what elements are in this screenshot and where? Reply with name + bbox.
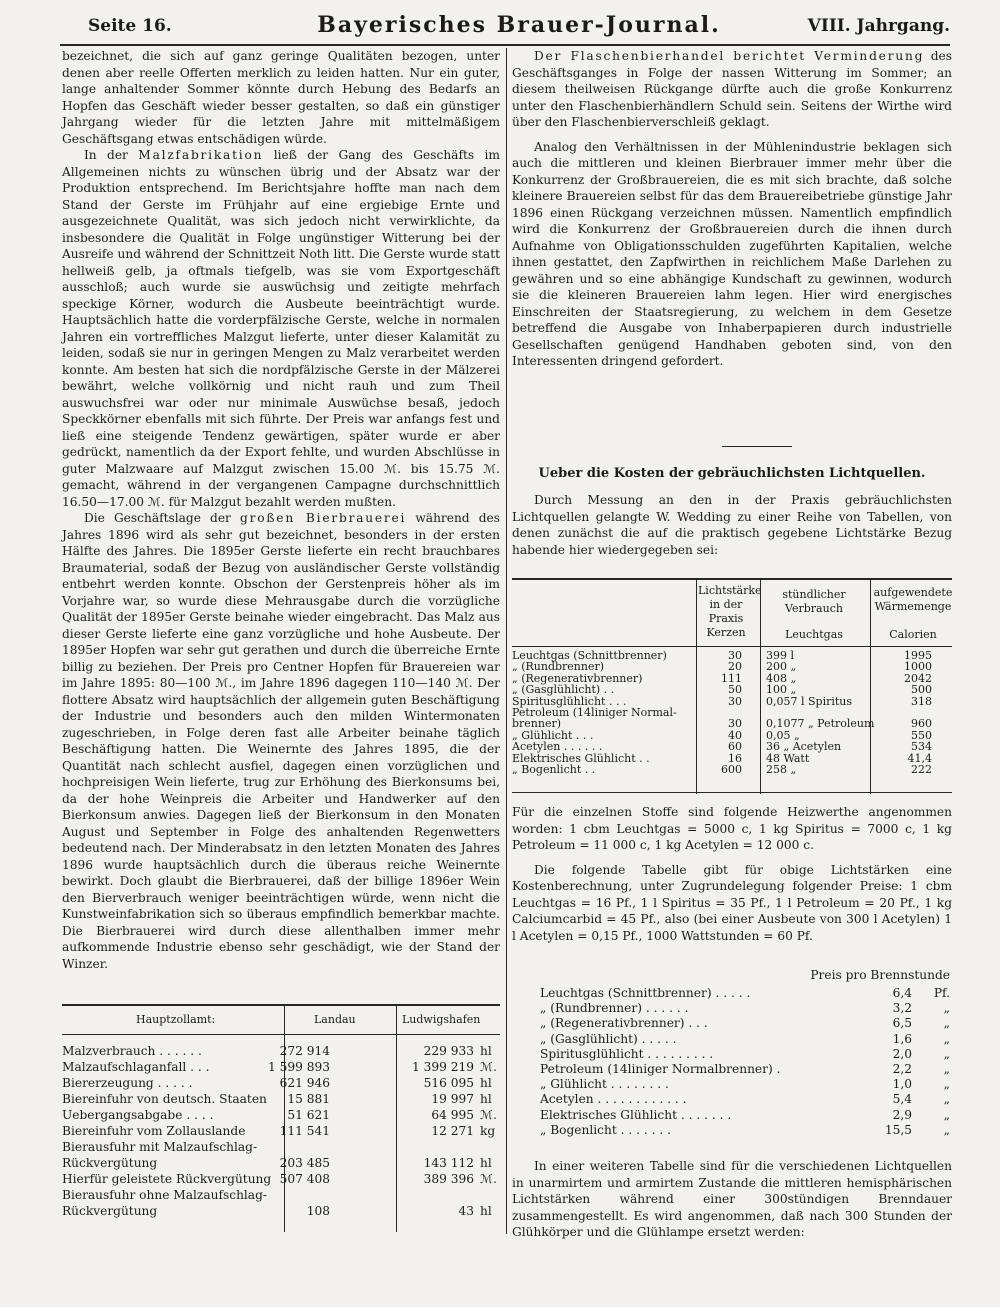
page-header xyxy=(88,8,950,42)
light-row-candles: 20 xyxy=(728,660,742,674)
price-basis-paragraph: Die folgende Tabelle gibt für obige Lichtstärken eine Kostenberechnung, unter Zugrundelegung folgender Preise: 1 cbm Leuchtgas = 16 Pf., 1 l Spiritus = 35 Pf., 1 l Petroleum = 20 Pf., 1 kg Calciumcarbid = 45 Pf., also (bei einer Ausbeute von 300 l Acetylen) 1 l Acetylen = 0,15 Pf., 1000 Wattstunden = 60 Pf. xyxy=(512,862,952,943)
light-row-consumption: 0,05 „ xyxy=(766,728,800,742)
customs-row-landau: 621 946 xyxy=(279,1076,330,1090)
customs-table xyxy=(62,1004,500,1219)
price-table-header: Preis pro Brennstunde xyxy=(810,968,950,982)
customs-row-label: Malzverbrauch . . . . . . xyxy=(62,1044,202,1058)
customs-row-ludwigshafen: 229 933 xyxy=(423,1044,474,1058)
right-paragraph-1 xyxy=(512,48,952,131)
customs-row-ludwigshafen: 12 271 xyxy=(431,1124,474,1138)
price-row-unit: „ xyxy=(943,1092,950,1107)
customs-row-ludwigshafen: 19 997 xyxy=(431,1092,474,1106)
light-row-calories: 500 xyxy=(911,683,932,697)
light-row-label: „ Glühlicht . . . xyxy=(512,728,594,742)
light-row-consumption: 0,057 l Spiritus xyxy=(766,694,853,708)
price-row-unit: „ xyxy=(943,1077,950,1092)
customs-row-ludwigshafen: 389 396 xyxy=(423,1172,474,1186)
light-row-calories: 41,4 xyxy=(907,751,932,765)
price-row-unit: „ xyxy=(943,1107,950,1122)
left-column xyxy=(62,48,500,972)
customs-row-landau: 51 621 xyxy=(287,1108,330,1122)
table-row xyxy=(62,1203,500,1219)
header-rule xyxy=(60,44,950,46)
light-row-candles: 40 xyxy=(728,728,742,742)
left-paragraph-3-body: während des Jahres 1896 wird als sehr gut bezeichnet, besonders in der ersten Hälfte des Jahres. Die 1895er Gerste lieferte ein recht brauchbares Braumaterial, sodaß der Bezug von ausländischer Gerste vollständig entbehrt werden konnte. Obschon der Gerstenpreis höher als im Vorjahre war, so wurde diese Mehrausgabe durch die vorzügliche Qualität der 1895er Gerste beinahe wieder eingebracht. Das Malz aus dieser Gerste lieferte eine ganz vorzügliche und hohe Ausbeute. Der 1895er Hopfen war sehr gut gerathen und durch die überreiche Ernte billig zu beziehen. Der Preis pro Centner Hopfen für Brauereien war im Jahre 1895: 80—100 ℳ., im Jahre 1896 dagegen 110—140 ℳ. Der flottere Absatz wird hauptsächlich der allgemein guten Beschäftigung der Industrie und besonders auch den milden Wintermonaten zugeschrieben, in Folge deren fast alle Arbeiter beinahe täglich Beschäftigung hatten. Die Weinernte des Jahres 1895, die der Quantität nach schlecht ausfiel, dagegen einen vorzüglichen und hochpreisigen Wein lieferte, trug zur Erhöhung des Bierkonsums bei, da der hohe Weinpreis die Arbeiter und Handwerker auf den Bierkonsum anwies. Dagegen ließ der Bierkonsum in den Monaten August und September in Folge des anhaltenden Regenwetters bedeutend nach. Der Minderabsatz in den letzten Monaten des Jahres 1896 wurde hauptsächlich durch die überaus reiche Weinernte bewirkt. Doch glaubt die Bierbrauerei, daß der billige 1896er Wein den Bierverbrauch weniger beeinträchtigen würde, wenn nicht die Kunstweinfabrikation sich so überaus empfindlich bemerkbar machte. Die Bierbrauerei wird durch diese allenthalben immer mehr aufkommende Industrie ebenso sehr geschädigt, wie der Stand der Winzer. xyxy=(62,511,500,971)
light-header-consumption: stündlicher Verbrauch xyxy=(782,588,846,615)
left-paragraph-2-spaced: Malzfabrikation xyxy=(138,148,264,162)
customs-row-label: Uebergangsabgabe . . . . xyxy=(62,1108,214,1122)
light-row-label: brenner) xyxy=(512,717,562,731)
price-row-value: 5,4 xyxy=(892,1092,912,1107)
price-row-unit: „ xyxy=(943,1061,950,1076)
light-row-calories: 550 xyxy=(911,728,932,742)
customs-row-label: Malzaufschlaganfall . . . xyxy=(62,1060,210,1074)
table-row xyxy=(540,1062,950,1077)
customs-row-label: Bierausfuhr ohne Malzaufschlag- xyxy=(62,1188,267,1202)
price-row-unit: Pf. xyxy=(933,986,950,1000)
light-table-bottom-rule xyxy=(512,792,952,793)
section-intro xyxy=(512,492,952,558)
table-row xyxy=(540,986,950,1001)
light-row-consumption: 100 „ xyxy=(766,683,797,697)
light-row-candles: 111 xyxy=(721,671,742,685)
customs-row-landau: 108 xyxy=(306,1204,330,1218)
table-row xyxy=(540,1092,950,1107)
table-row xyxy=(512,684,952,695)
price-row-unit: „ xyxy=(943,1122,950,1137)
light-row-calories: 1995 xyxy=(904,649,932,662)
light-header-heat: aufgewendete Wärmemenge xyxy=(873,586,953,613)
customs-row-unit: hl xyxy=(480,1044,492,1058)
customs-row-unit: ℳ. xyxy=(480,1060,497,1074)
light-row-consumption: 0,1077 „ Petroleum xyxy=(766,717,875,731)
light-row-consumption: 48 Watt xyxy=(766,751,810,765)
customs-row-landau: 111 541 xyxy=(279,1124,330,1138)
after-table-text xyxy=(512,804,952,944)
light-header-candles: Lichtstärke in der Praxis Kerzen xyxy=(698,584,762,639)
light-rows xyxy=(512,647,952,775)
left-paragraph-2-lead: In der xyxy=(83,148,139,162)
section-intro-text: Durch Messung an den in der Praxis gebräuchlichsten Lichtquellen gelangte W. Wedding zu einer Reihe von Tabellen, von denen zunächst die auf die praktisch gegebene Lichtstärke Bezug habende hier wiedergegeben sei: xyxy=(512,493,952,557)
table-row xyxy=(62,1187,500,1203)
price-row-value: 1,6 xyxy=(892,1031,912,1046)
price-row-label: „ (Regenerativbrenner) . . . xyxy=(540,1016,708,1031)
table-row xyxy=(540,1077,950,1092)
light-row-candles: 600 xyxy=(721,762,742,776)
table-row xyxy=(62,1139,500,1155)
light-row-calories: 222 xyxy=(911,762,932,776)
price-row-unit: „ xyxy=(943,1001,950,1016)
right-paragraph-1-body: des Geschäftsganges in Folge der nassen Witterung im Sommer; an diesem theilweisen Rückgange dürfte auch die große Konkurrenz unter den Flaschenbierhändlern Schuld sein. Seitens der Wirthe wird über den Flaschenbierverschleiß geklagt. xyxy=(512,49,952,129)
light-row-candles: 30 xyxy=(728,649,742,662)
table-row xyxy=(512,741,952,752)
light-row-calories: 318 xyxy=(911,694,932,708)
price-row-value: 6,5 xyxy=(892,1016,912,1031)
table-row xyxy=(540,1047,950,1062)
light-row-calories: 534 xyxy=(911,740,932,754)
customs-header-ludwigshafen: Ludwigshafen xyxy=(402,1013,481,1026)
section-divider xyxy=(722,446,792,447)
price-row-unit: „ xyxy=(943,1031,950,1046)
customs-row-landau: 1 599 893 xyxy=(267,1060,330,1074)
right-paragraph-2: Analog den Verhältnissen in der Mühlenindustrie beklagen sich auch die mittleren und kleinen Bierbrauer immer mehr über die Konkurrenz der Großbrauereien, die es mit sich brachte, daß solche kleinere Brauereien selbst für das dem Brauereibetriebe günstige Jahr 1896 einen Rückgang verzeichnen müssen. Namentlich empfindlich wird die Konkurrenz der Großbrauereien durch die ihnen durch Aufnahme von Obligationsschulden zugeführten Kapitalien, welche ihnen gestattet, den Zapfwirthen in reichlichem Maße Darlehen zu gewähren und so eine abhängige Kundschaft zu gewinnen, wodurch sie die kleineren Brauereien lahm legen. Hier wird energisches Einschreiten der Staatsregierung, zu welchem in dem Gesetze betreffend die Ausgabe von Inhaberpapieren durch industrielle Gesellschaften genügend Handhaben geboten sind, von den Interessenten dringend gefordert. xyxy=(512,139,952,368)
table-row xyxy=(540,1032,950,1047)
price-row-label: „ (Rundbrenner) . . . . . . xyxy=(540,1001,689,1016)
customs-row-ludwigshafen: 516 095 xyxy=(423,1076,474,1090)
light-header-gas: Leuchtgas xyxy=(785,628,843,641)
light-row-consumption: 399 l xyxy=(766,649,795,662)
left-paragraph-3-spaced: großen Bierbrauerei xyxy=(240,511,407,525)
customs-row-landau: 203 485 xyxy=(279,1156,330,1170)
price-row-label: Petroleum (14liniger Normalbrenner) . xyxy=(540,1061,781,1076)
price-row-label: Leuchtgas (Schnittbrenner) . . . . . xyxy=(540,986,751,1000)
journal-title: Bayerisches Brauer-Journal. xyxy=(317,12,721,38)
light-row-candles: 30 xyxy=(728,694,742,708)
price-row-value: 2,0 xyxy=(892,1046,912,1061)
customs-row-label: Biereinfuhr von deutsch. Staaten xyxy=(62,1092,267,1106)
customs-row-landau: 15 881 xyxy=(287,1092,330,1106)
customs-row-landau: 507 408 xyxy=(279,1172,330,1186)
table-row xyxy=(62,1171,500,1187)
light-row-consumption: 408 „ xyxy=(766,671,797,685)
light-row-candles: 50 xyxy=(728,683,742,697)
customs-row-unit: hl xyxy=(480,1204,492,1218)
light-row-calories: 2042 xyxy=(904,671,932,685)
price-row-value: 2,9 xyxy=(892,1107,912,1122)
price-row-value: 2,2 xyxy=(892,1061,912,1076)
light-row-consumption: 258 „ xyxy=(766,762,797,776)
right-paragraph-1-spaced: Der Flaschenbierhandel berichtet Verminderung xyxy=(533,49,925,63)
light-row-candles: 16 xyxy=(728,751,742,765)
price-row-label: Acetylen . . . . . . . . . . . . xyxy=(540,1092,687,1107)
light-row-label: Spiritusglühlicht . . . xyxy=(512,694,627,708)
page-number: Seite 16. xyxy=(88,16,172,36)
light-row-label: Leuchtgas (Schnittbrenner) xyxy=(512,649,667,662)
light-row-label: „ (Gasglühlicht) . . xyxy=(512,683,615,697)
price-row-value: 3,2 xyxy=(892,1001,912,1016)
volume-label: VIII. Jahrgang. xyxy=(807,16,950,36)
customs-row-ludwigshafen: 1 399 219 xyxy=(411,1060,474,1074)
light-table-header xyxy=(512,578,952,647)
table-row xyxy=(62,1043,500,1059)
left-paragraph-3-lead: Die Geschäftslage der xyxy=(83,511,240,525)
light-row-label: „ (Rundbrenner) xyxy=(512,660,605,674)
left-paragraph-2-body: ließ der Gang des Geschäfts im Allgemeinen nichts zu wünschen übrig und der Absatz war der Produktion entsprechend. Im Berichtsjahre hoffte man nach dem Stand der Gerste im Frühjahr auf eine ergiebige Ernte und ausgezeichnete Qualität, was sich jedoch nicht verwirklichte, da insbesondere die Qualität in Folge ungünstiger Witterung bei der Ausreife und während der Schnittzeit Noth litt. Die Gerste wurde statt hellweiß gelb, ja oftmals tiefgelb, was sie vom Exportgeschäft ausschloß; auch wurde sie auswüchsig und zeitigte mehrfach speckige Körner, wodurch die Ausbeute beeinträchtigt wurde. Hauptsächlich hatte die vorderpfälzische Gerste, welche in normalen Jahren ein vortreffliches Malzgut lieferte, unter dieser Kalamität zu leiden, sodaß sie nur in geringen Mengen zu Malz verarbeitet werden konnte. Am besten hat sich die nordpfälzische Gerste in der Mälzerei bewährt, welche vollkörnig und nicht rauh und zum Theil auswuchsfrei war oder nur minimale Auswüchse besaß, jedoch Speckkörner ebenfalls mit sich führte. Der Preis war anfangs fest und ließ eine steigende Tendenz gewärtigen, später wurde er aber gedrückt, namentlich da der Export fehlte, und wurden Abschlüsse in guter Malzwaare auf Malzgut zwischen 15.00 ℳ. bis 15.75 ℳ. gemacht, während in der vergangenen Campagne durchschnittlich 16.50—17.00 ℳ. für Malzgut bezahlt werden mußten. xyxy=(62,148,500,509)
light-row-calories: 1000 xyxy=(904,660,932,674)
left-paragraph-3 xyxy=(62,510,500,972)
heat-values-paragraph: Für die einzelnen Stoffe sind folgende Heizwerthe angenommen worden: 1 cbm Leuchtgas = 5000 c, 1 kg Spiritus = 7000 c, 1 kg Petroleum = 11 000 c, 1 kg Acetylen = 12 000 c. xyxy=(512,805,952,852)
price-rows xyxy=(540,986,950,1138)
left-paragraph-1: bezeichnet, die sich auf ganz geringe Qualitäten bezogen, unter denen aber reelle Offerten merklich zu leiden hatten. Nur ein guter, lange anhaltender Sommer könnte durch Hebung des Bedarfs an Hopfen das Geschäft wieder besser gestalten, so daß ein günstiger Jahrgang wieder für die letzten Jahre mit mittelmäßigem Geschäftsgang etwas entschädigen würde. xyxy=(62,49,500,146)
section-title: Ueber die Kosten der gebräuchlichsten Lichtquellen. xyxy=(538,466,926,481)
customs-row-ludwigshafen: 143 112 xyxy=(423,1156,474,1170)
customs-row-label: Rückvergütung xyxy=(62,1156,158,1170)
table-row xyxy=(540,1016,950,1031)
light-row-label: Petroleum (14liniger Normal- xyxy=(512,705,677,719)
customs-row-unit: hl xyxy=(480,1092,492,1106)
customs-row-ludwigshafen: 64 995 xyxy=(431,1108,474,1122)
table-row xyxy=(62,1107,500,1123)
table-row xyxy=(62,1123,500,1139)
light-row-label: Elektrisches Glühlicht . . xyxy=(512,751,650,765)
customs-row-label: Biererzeugung . . . . . xyxy=(62,1076,193,1090)
light-source-table xyxy=(512,578,952,775)
price-row-label: „ Bogenlicht . . . . . . . xyxy=(540,1122,671,1137)
table-row xyxy=(62,1091,500,1107)
customs-row-unit: hl xyxy=(480,1156,492,1170)
left-paragraph-2 xyxy=(62,147,500,510)
price-row-value: 15,5 xyxy=(884,1122,912,1137)
closing-paragraph: In einer weiteren Tabelle sind für die verschiedenen Lichtquellen in unarmirtem und armirtem Zustande die mittleren hemisphärischen Lichtstärken während einer 300stündigen Brenndauer zusammengestellt. Es wird angenommen, daß nach 300 Stunden der Glühkörper und die Glühlampe ersetzt werden: xyxy=(512,1159,952,1239)
light-row-calories: 960 xyxy=(911,717,932,731)
table-row xyxy=(540,1123,950,1138)
customs-row-unit: ℳ. xyxy=(480,1108,497,1122)
closing-text xyxy=(512,1158,952,1241)
price-row-unit: „ xyxy=(943,1016,950,1031)
customs-row-unit: kg xyxy=(480,1124,496,1138)
price-row-label: „ Glühlicht . . . . . . . . xyxy=(540,1077,669,1092)
customs-header-landau: Landau xyxy=(314,1013,356,1026)
customs-row-unit: ℳ. xyxy=(480,1172,497,1186)
table-row xyxy=(62,1075,500,1091)
column-divider xyxy=(506,48,507,1234)
customs-row-label: Rückvergütung xyxy=(62,1204,158,1218)
light-row-label: „ Bogenlicht . . xyxy=(512,762,596,776)
table-row xyxy=(62,1059,500,1075)
light-row-label: Acetylen . . . . . . xyxy=(512,740,603,754)
price-row-value: 1,0 xyxy=(892,1077,912,1092)
customs-header-office: Hauptzollamt: xyxy=(136,1013,216,1026)
light-row-consumption: 200 „ xyxy=(766,660,797,674)
price-row-label: Spiritusglühlicht . . . . . . . . . xyxy=(540,1046,714,1061)
customs-table-header xyxy=(62,1004,500,1035)
price-row-unit: „ xyxy=(943,1046,950,1061)
customs-row-label: Bierausfuhr mit Malzaufschlag- xyxy=(62,1140,258,1154)
price-table xyxy=(540,968,950,1138)
light-header-calories: Calorien xyxy=(889,628,937,641)
light-row-label: „ (Regenerativbrenner) xyxy=(512,671,643,685)
table-row xyxy=(62,1155,500,1171)
right-column xyxy=(512,48,952,370)
price-row-label: Elektrisches Glühlicht . . . . . . . xyxy=(540,1107,732,1122)
light-row-consumption: 36 „ Acetylen xyxy=(766,740,842,754)
table-row xyxy=(540,1001,950,1016)
table-row xyxy=(512,764,952,775)
customs-row-ludwigshafen: 43 xyxy=(458,1204,474,1218)
price-row-label: „ (Gasglühlicht) . . . . . xyxy=(540,1031,677,1046)
customs-rows xyxy=(62,1043,500,1219)
customs-row-label: Hierfür geleistete Rückvergütung xyxy=(62,1172,272,1186)
customs-row-label: Biereinfuhr vom Zollauslande xyxy=(62,1124,246,1138)
customs-row-landau: 272 914 xyxy=(279,1044,330,1058)
customs-row-unit: hl xyxy=(480,1076,492,1090)
light-row-candles: 60 xyxy=(728,740,742,754)
light-row-candles: 30 xyxy=(728,717,742,731)
price-row-value: 6,4 xyxy=(892,986,912,1000)
table-row xyxy=(540,1108,950,1123)
